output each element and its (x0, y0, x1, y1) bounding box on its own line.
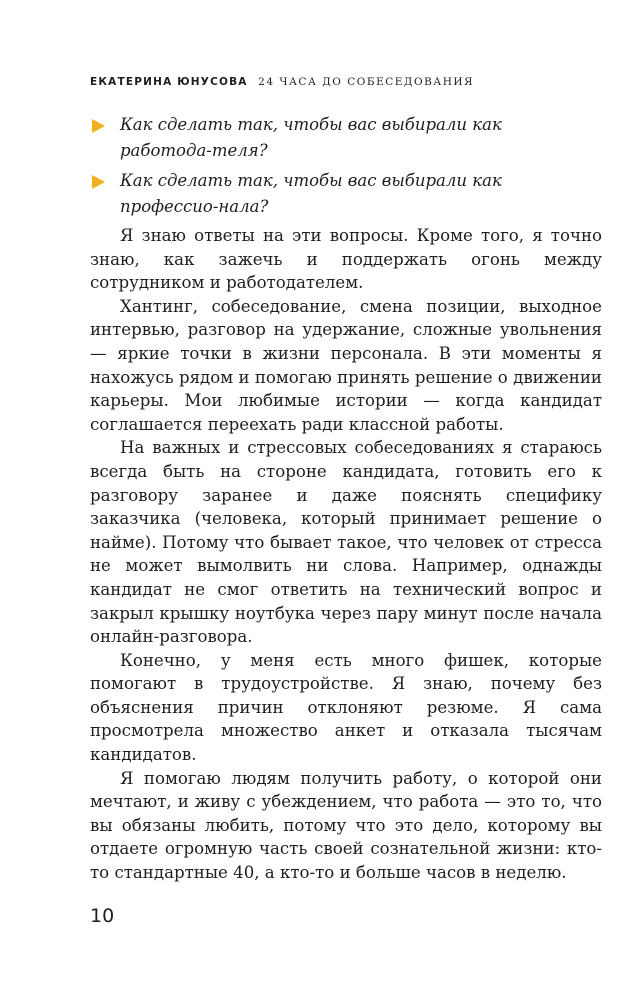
running-head (90, 75, 474, 88)
paragraph: На важных и стрессовых собеседованиях я стараюсь всегда быть на стороне кандидата, готовить его к разговору заранее и даже пояснять специфику заказчика (человека, который принимает решение о найме). Потому что бывает такое, что человек от стресса не может вымолвить ни слова. Например, однажды кандидат не смог ответить на технический вопрос и закрыл крышку ноутбука через пару минут после начала онлайн-разговора. (90, 438, 602, 647)
question-text: Как сделать так, чтобы вас выбирали как профессио-нала? (120, 171, 502, 216)
paragraph: Я помогаю людям получить работу, о которой они мечтают, и живу с убеждением, что работа — это то, что вы обязаны любить, потому что это дело, которому вы отдаете огромную часть своей сознательной жизни: кто-то стандартные 40, а кто-то и больше часов в неделю. (90, 768, 602, 883)
book-title: 24 ЧАСА ДО СОБЕСЕДОВАНИЯ (258, 76, 475, 88)
paragraph: Я знаю ответы на эти вопросы. Кроме того, я точно знаю, как зажечь и поддержать огонь между сотрудником и работодателем. (90, 226, 602, 293)
question-item (90, 112, 600, 164)
triangle-bullet-icon (92, 119, 105, 133)
author-name: ЕКАТЕРИНА ЮНУСОВА (90, 76, 248, 88)
paragraph: Хантинг, собеседование, смена позиции, выходное интервью, разговор на удержание, сложные увольнения — яркие точки в жизни персонала. В эти моменты я нахожусь рядом и помогаю принять решение о движении карьеры. Мои любимые истории — когда кандидат соглашается переехать ради классной работы. (90, 296, 602, 434)
question-list (90, 112, 600, 224)
triangle-bullet-icon (92, 175, 105, 189)
question-item (90, 168, 600, 220)
question-text: Как сделать так, чтобы вас выбирали как работода-теля? (120, 115, 502, 160)
paragraph: Конечно, у меня есть много фишек, которые помогают в трудоустройстве. Я знаю, почему без объяснения причин отклоняют резюме. Я сама просмотрела множество анкет и отказала тысячам кандидатов. (90, 650, 602, 765)
body-text (90, 224, 602, 885)
page-number: 10 (90, 905, 115, 927)
